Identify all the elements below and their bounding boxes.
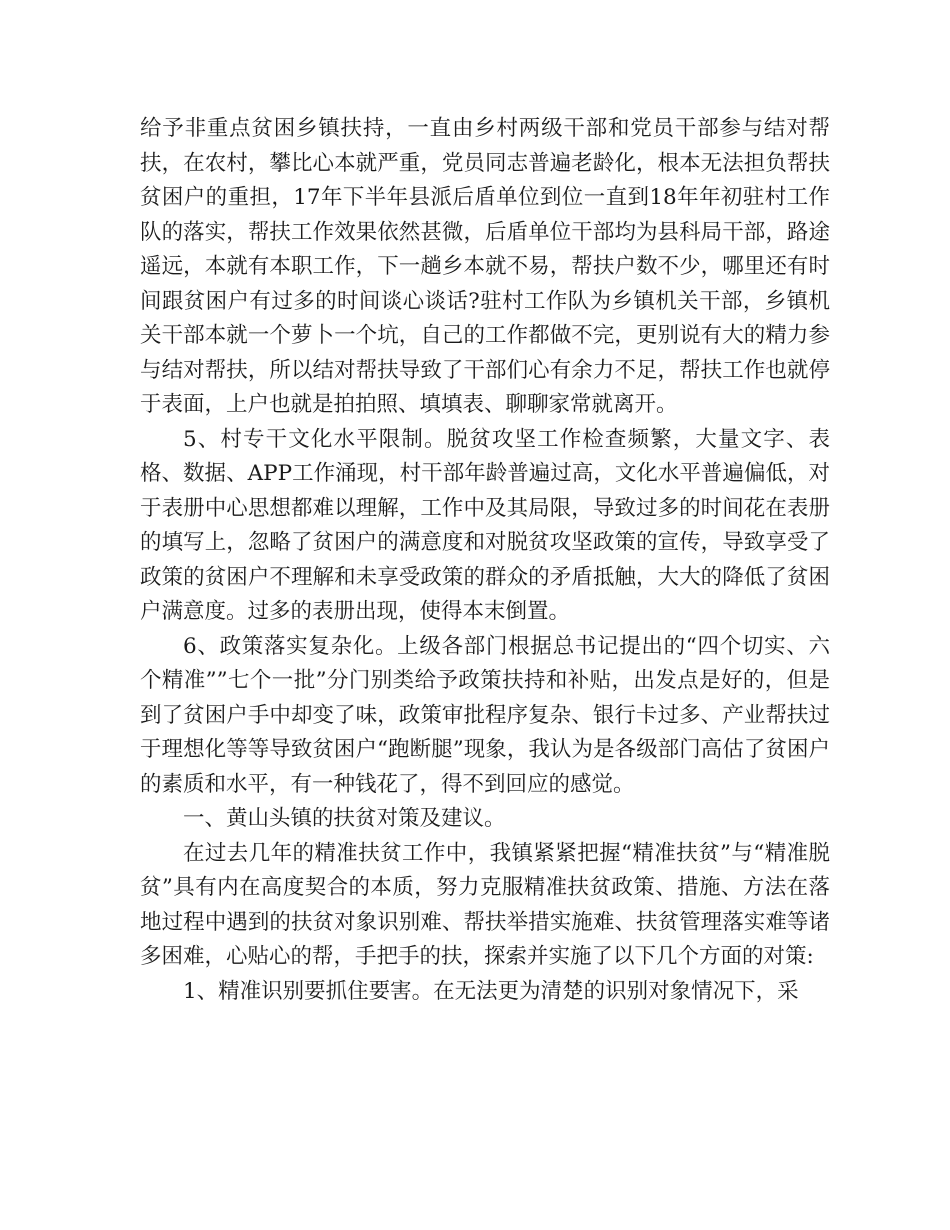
paragraph-4: 在过去几年的精准扶贫工作中，我镇紧紧把握“精准扶贫”与“精准脱贫”具有内在高度契合的本质，努力克服精准扶贫政策、措施、方法在落地过程中遇到的扶贫对象识别难、帮扶举措实施难、扶贫管理落实难等诸多困难，心贴心的帮，手把手的扶，探索并实施了以下几个方面的对策:: [140, 840, 830, 969]
paragraph-5: 1、精准识别要抓住要害。在无法更为清楚的识别对象情况下，采: [183, 978, 799, 1004]
paragraph-2: 5、村专干文化水平限制。脱贫攻坚工作检查频繁，大量文字、表格、数据、APP工作涌现，村干部年龄普遍过高，文化水平普遍偏低，对于表册中心思想都难以理解，工作中及其局限，导致过多的时间花在表册的填写上，忽略了贫困户的满意度和对脱贫攻坚政策的宣传，导致享受了政策的贫困户不理解和未享受政策的群众的矛盾抵触，大大的降低了贫困户满意度。过多的表册出现，使得本末倒置。: [140, 426, 830, 624]
paragraph-3: 6、政策落实复杂化。上级各部门根据总书记提出的“四个切实、六个精准””七个一批”分门别类给予政策扶持和补贴，出发点是好的，但是到了贫困户手中却变了味，政策审批程序复杂、银行卡过多、产业帮扶过于理想化等等导致贫困户“跑断腿”现象，我认为是各级部门高估了贫困户的素质和水平，有一种钱花了，得不到回应的感觉。: [140, 633, 830, 797]
section-heading: 一、黄山头镇的扶贫对策及建议。: [183, 806, 506, 831]
document-page: [140, 112, 830, 1009]
paragraph-1: 给予非重点贫困乡镇扶持，一直由乡村两级干部和党员干部参与结对帮扶，在农村，攀比心本就严重，党员同志普遍老龄化，根本无法担负帮扶贫困户的重担，17年下半年县派后盾单位到位一直到18年年初驻村工作队的落实，帮扶工作效果依然甚微，后盾单位干部均为县科局干部，路途遥远，本就有本职工作，下一趟乡本就不易，帮扶户数不少，哪里还有时间跟贫困户有过多的时间谈心谈话?驻村工作队为乡镇机关干部，乡镇机关干部本就一个萝卜一个坑，自己的工作都做不完，更别说有大的精力参与结对帮扶，所以结对帮扶导致了干部们心有余力不足，帮扶工作也就停于表面，上户也就是拍拍照、填填表、聊聊家常就离开。: [140, 116, 830, 417]
